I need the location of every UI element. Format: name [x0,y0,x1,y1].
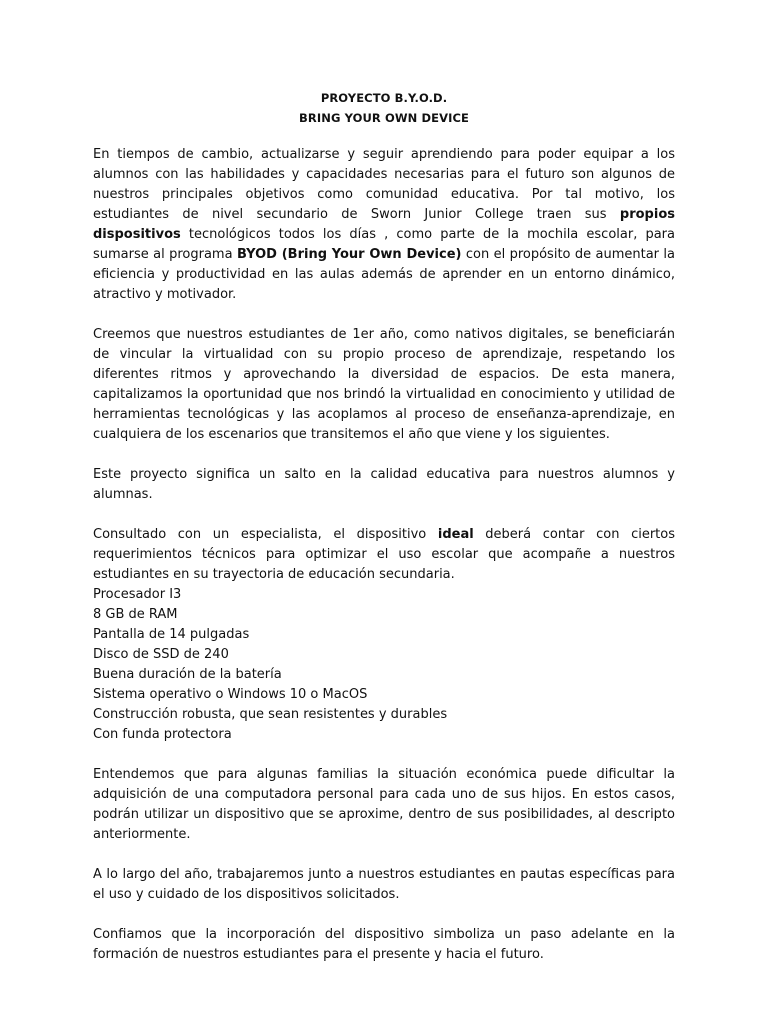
paragraph-intro-bold-byod: BYOD (Bring Your Own Device) [236,247,462,262]
paragraph-specialist-bold-ideal: ideal [437,527,474,542]
title-block [93,88,675,128]
requirement-item: Procesador I3 [93,587,182,602]
paragraph-families: Entendemos que para algunas familias la situación económica puede dificultar la adquisición de una computadora personal para cada uno de sus hijos. En estos casos, podrán utilizar un dispositivo que se aproxime, dentro de sus posibilidades, al descripto anteriormente. [93,767,675,842]
paragraph-closing: Confiamos que la incorporación del dispositivo simboliza un paso adelante en la formación de nuestros estudiantes para el presente y hacia el futuro. [93,927,675,962]
requirement-item: Buena duración de la batería [93,667,282,682]
paragraph-intro-part-a: En tiempos de cambio, actualizarse y seguir aprendiendo para poder equipar a los alumnos con las habilidades y capacidades necesarias para el futuro son algunos de nuestros principales objetivos como comunidad educativa. Por tal motivo, los estudiantes de nivel secundario de Sworn Junior College traen sus [93,147,675,222]
paragraph-intro-bold-devices: propios dispositivos [93,207,675,242]
requirement-item: Disco de SSD de 240 [93,647,229,662]
paragraph-digital-natives: Creemos que nuestros estudiantes de 1er año, como nativos digitales, se beneficiarán de vincular la virtualidad con su propio proceso de aprendizaje, respetando los diferentes ritmos y aprovechando la diversidad de espacios. De esta manera, capitalizamos la oportunidad que nos brindó la virtualidad en conocimiento y utilidad de herramientas tecnológicas y las acoplamos al proceso de enseñanza-aprendizaje, en cualquiera de los escenarios que transitemos el año que viene y los siguientes. [93,327,675,442]
requirement-item: Construcción robusta, que sean resistentes y durables [93,707,448,722]
paragraph-specialist [93,525,675,585]
paragraph-guidelines: A lo largo del año, trabajaremos junto a nuestros estudiantes en pautas específicas para el uso y cuidado de los dispositivos solicitados. [93,867,675,902]
requirement-item: Pantalla de 14 pulgadas [93,627,250,642]
paragraph-intro [93,145,675,305]
document-subtitle: BRING YOUR OWN DEVICE [299,111,469,125]
requirement-item: 8 GB de RAM [93,607,178,622]
paragraph-specialist-part-c: deberá contar con ciertos requerimientos técnicos para optimizar el uso escolar que acompañe a nuestros estudiantes en su trayectoria de educación secundaria. [93,527,675,582]
requirements-list [93,585,675,745]
paragraph-quality: Este proyecto significa un salto en la calidad educativa para nuestros alumnos y alumnas. [93,467,675,502]
paragraph-intro-part-e: con el propósito de aumentar la eficiencia y productividad en las aulas además de aprender en un entorno dinámico, atractivo y motivador. [93,247,675,302]
requirement-item: Con funda protectora [93,727,232,742]
paragraph-intro-part-c: tecnológicos todos los días , como parte de la mochila escolar, para sumarse al programa [93,227,675,262]
document-title: PROYECTO B.Y.O.D. [320,91,448,105]
paragraph-specialist-part-a: Consultado con un especialista, el dispositivo [93,527,438,542]
requirement-item: Sistema operativo o Windows 10 o MacOS [93,687,368,702]
